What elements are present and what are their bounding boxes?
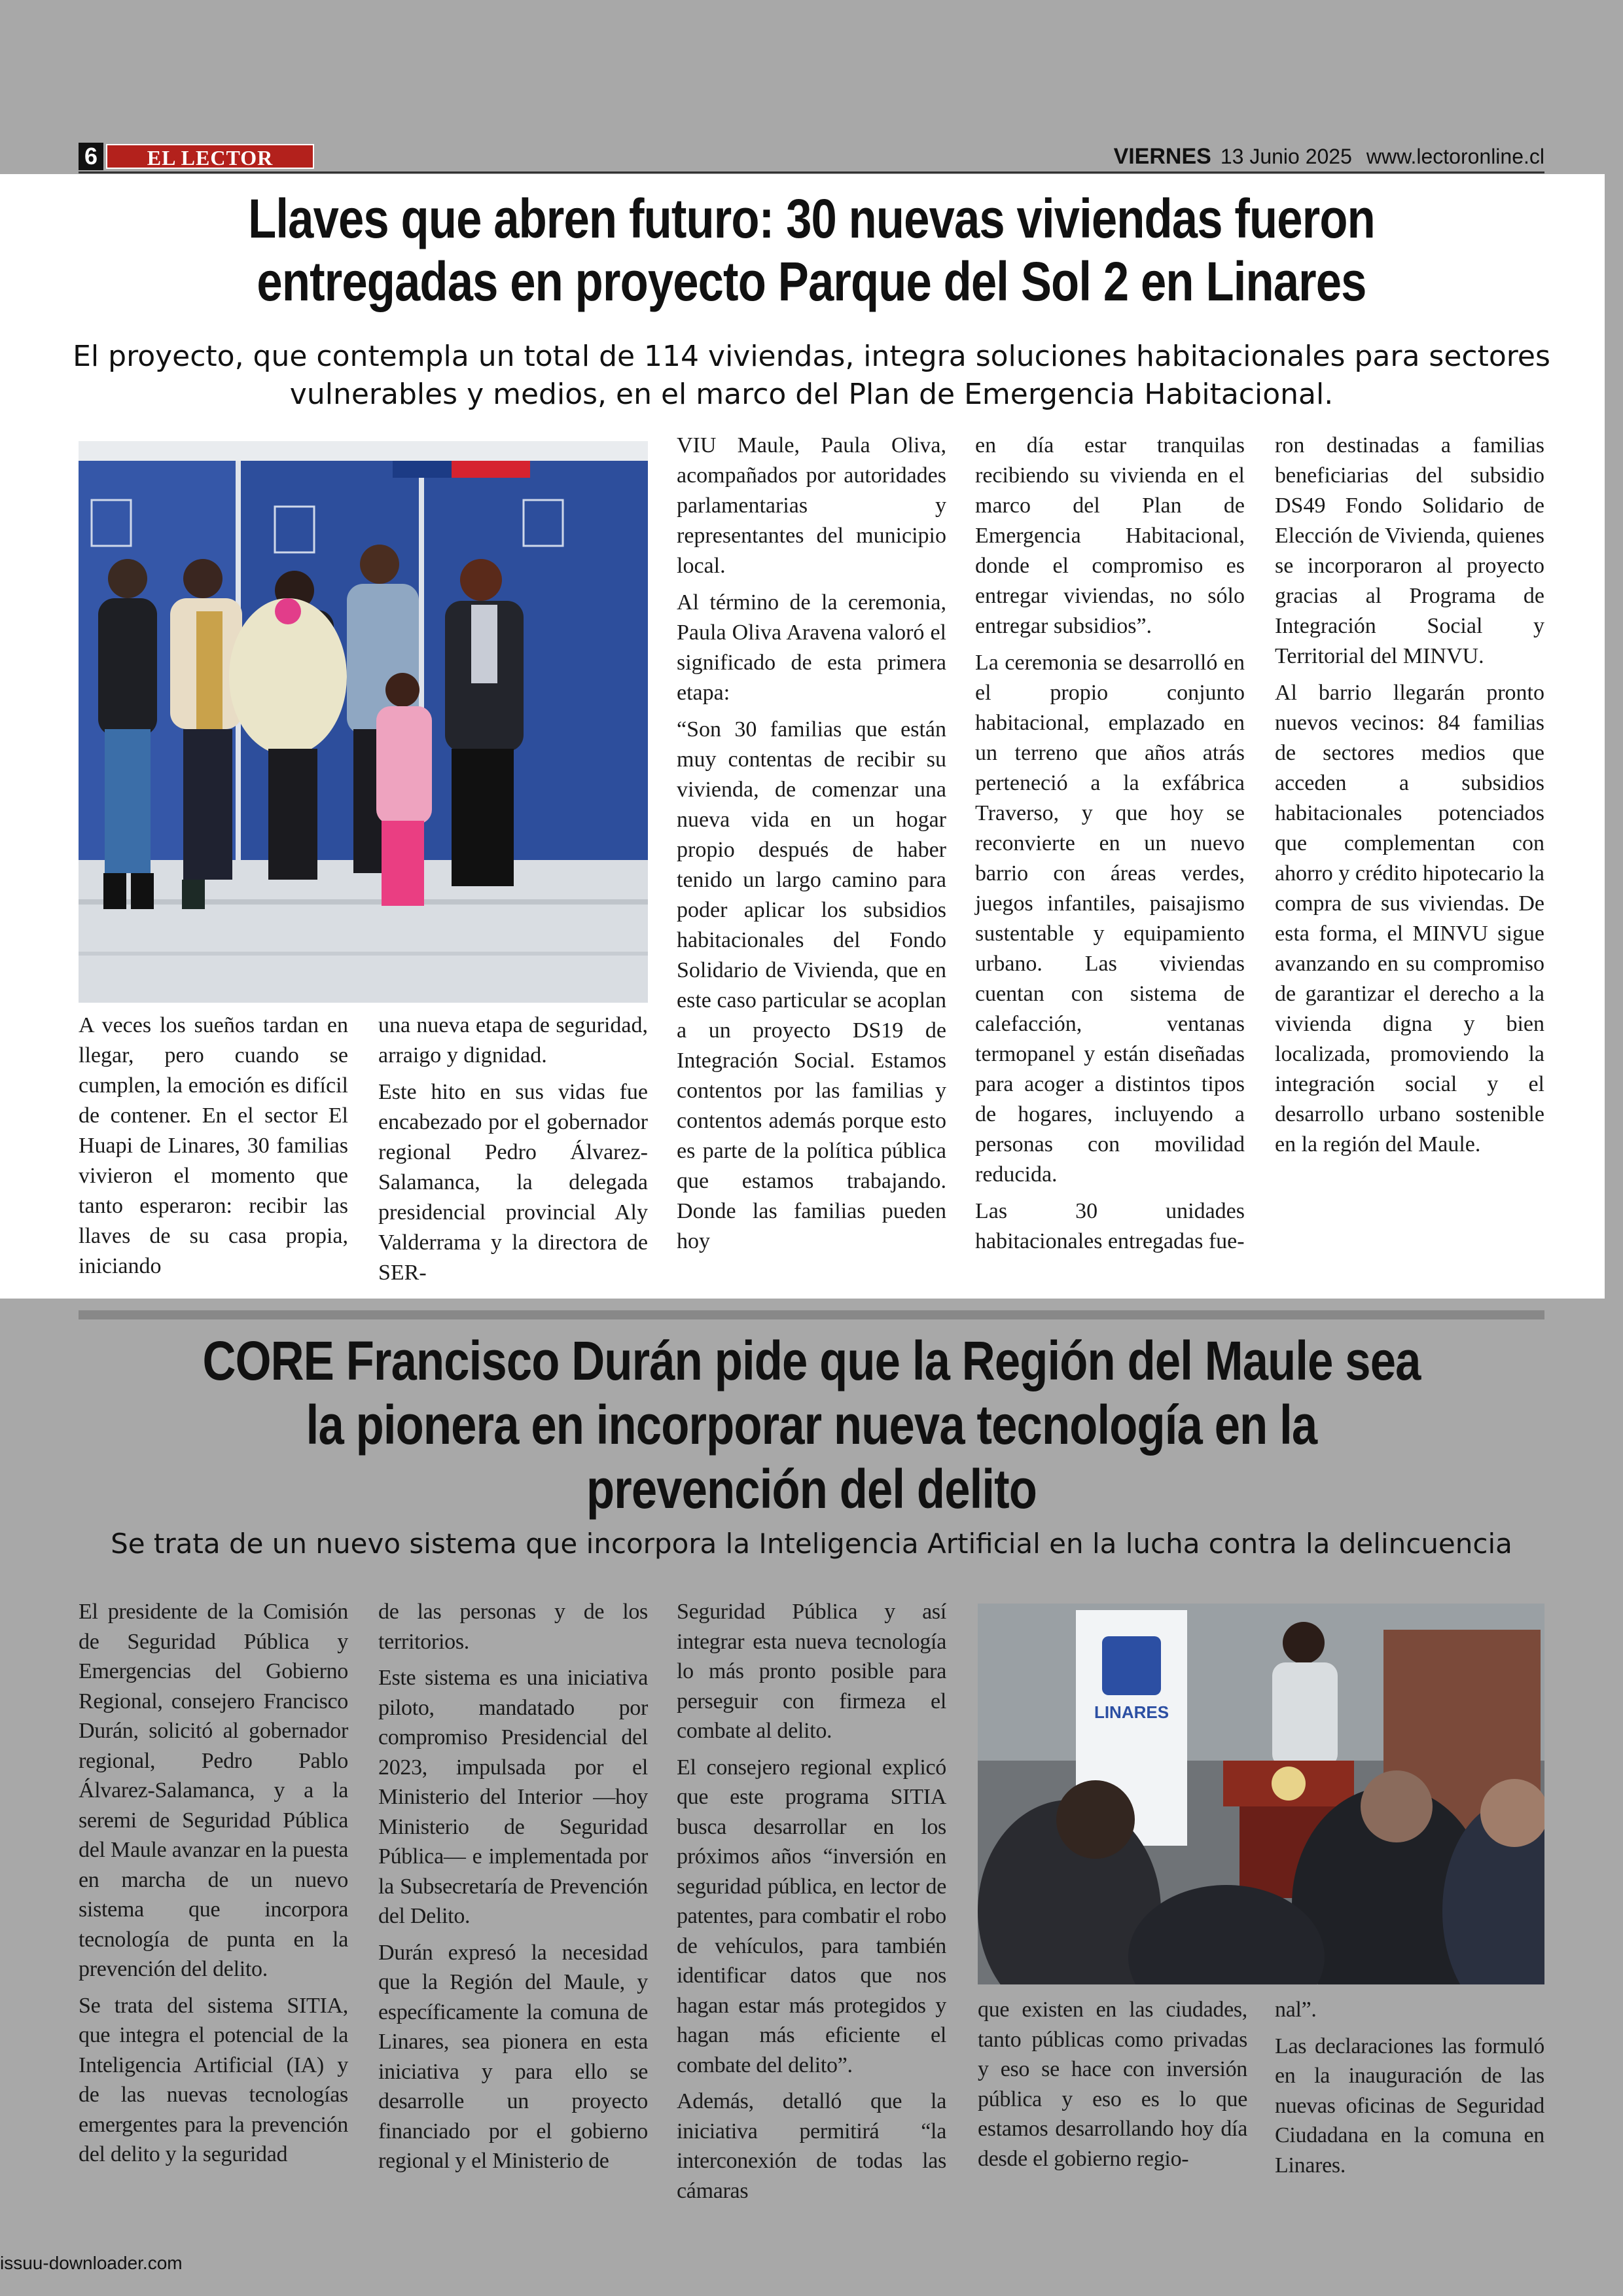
- article-housing-subheadline: El proyecto, que contempla un total de 114 viviendas, integra soluciones habitacionales para sectores vulnerables y medios, en el marco del Plan de Emergencia Habitacional.: [73, 340, 1550, 411]
- page-number: 6: [79, 143, 103, 170]
- families-with-keys-illustration: [79, 441, 648, 1003]
- issue-day: VIERNES: [1113, 144, 1211, 169]
- article-housing-column-1: A veces los sueños tardan en llegar, pero cuando se cumplen, la emoción es difícil de contener. En el sector El Huapi de Linares, 30 familias vivieron el momento que tanto esperaron: recibir las llaves de su casa propia, iniciando: [79, 1013, 348, 1278]
- speaker-at-podium-illustration: [978, 1604, 1544, 1984]
- source-watermark: issuu-downloader.com: [0, 2253, 183, 2273]
- article-security-column-3: Seguridad Pública y así integrar esta nueva tecnología lo más pronto posible para perseguir con firmeza el combate al delito. El consejero regional explicó que este programa SITIA busca desarrollar en los próximos años “inversión en seguridad pública, en lector de patentes, para combatir el robo de vehículos, para también identificar datos que nos hagan estar más protegidos y hagan más eficiente el combate del delito”. Además, detalló que la iniciativa permitirá “la interconexión de todas las cámaras: [677, 1600, 946, 2203]
- article-separator: [79, 1310, 1544, 1319]
- newspaper-logo: EL LECTOR: [106, 144, 314, 169]
- article-housing-column-4: en día estar tranquilas recibiendo su vivienda en el marco del Plan de Emergencia Habitacional, donde el compromiso es entregar viviendas, no sólo entregar subsidios”. La ceremonia se desarrolló en el propio conjunto habitacional, emplazado en un terreno que años atrás perteneció a la exfábrica Traverso, y que hoy se reconvierte en un nuevo barrio con áreas verdes, juegos infantiles, paisajismo sustentable y equipamiento urbano. Las viviendas cuentan con sistema de calefacción, ventanas termopanel y están diseñadas para acoger a distintos tipos de hogares, incluyendo a personas con movilidad reducida. Las 30 unidades habitacionales entregadas fue-: [975, 433, 1245, 1253]
- banner-text: LINARES: [1094, 1702, 1169, 1722]
- article-housing: [0, 174, 1605, 1299]
- article-security-column-2: de las personas y de los territorios. Este sistema es una iniciativa piloto, mandatado por compromiso Presidencial del 2023, impulsada por el Ministerio del Interior —hoy Ministerio de Seguridad Pública— e implementada por la Subsecretaría de Prevención del Delito. Durán expresó la necesidad que la Región del Maule, y específicamente la comuna de Linares, sea pionera en esta iniciativa y para ello se desarrolle un proyecto financiado por el gobierno regional y el Ministerio de: [378, 1600, 648, 2173]
- article-security-column-5: nal”. Las declaraciones las formuló en la inauguración de las nuevas oficinas de Seguridad Ciudadana en la comuna en Linares.: [1275, 1998, 1544, 2178]
- article-housing-column-2: una nueva etapa de seguridad, arraigo y dignidad. Este hito en sus vidas fue encabezado por el gobernador regional Pedro Álvarez-Salamanca, la delegada presidencial provincial Aly Valderrama y la directora de SER-: [378, 1013, 648, 1285]
- website-link[interactable]: www.lectoronline.cl: [1366, 145, 1544, 168]
- article-security-headline: CORE Francisco Durán pide que la Región del Maule sea la pionera en incorporar nueva tecnología en la prevención del delito: [202, 1330, 1421, 1520]
- article-housing-column-3: VIU Maule, Paula Oliva, acompañados por autoridades parlamentarias y representantes del municipio local. Al término de la ceremonia, Paula Oliva Aravena valoró el significado de esta primera etapa: “Son 30 familias que están muy contentas de recibir su vivienda, de comenzar una nueva vida en un hogar propio después de haber tenido un largo camino para poder aplicar los subsidios habitacionales del Fondo Solidario de Vivienda, que en este caso particular se acoplan a un proyecto DS19 de Integración Social. Estamos contentos por las familias y contentos además porque esto es parte de la política pública que estamos trabajando. Donde las familias pueden hoy: [677, 433, 946, 1253]
- issue-date: 13 Junio 2025: [1220, 145, 1352, 168]
- article-housing-column-5: ron destinadas a familias beneficiarias del subsidio DS49 Fondo Solidario de Elección de Vivienda, quienes se incorporaron al proyecto gracias al Programa de Integración Social y Territorial del MINVU. Al barrio llegarán pronto nuevos vecinos: 84 familias de sectores medios que acceden a subsidios habitacionales potenciados que complementan con ahorro y crédito hipotecario la compra de sus viviendas. De esta forma, el MINVU sigue avanzando en su compromiso de garantizar el derecho a la vivienda digna y bien localizada, promoviendo la integración social y el desarrollo urbano sostenible en la región del Maule.: [1275, 433, 1544, 1157]
- security-office-inauguration-photo: [978, 1604, 1544, 1984]
- article-housing-headline: Llaves que abren futuro: 30 nuevas viviendas fueron entregadas en proyecto Parque del Sol 2 en Linares: [248, 188, 1375, 312]
- issue-date-line: [1114, 144, 1544, 169]
- article-security-column-1: El presidente de la Comisión de Seguridad Pública y Emergencias del Gobierno Regional, consejero Francisco Durán, solicitó al gobernador regional, Pedro Pablo Álvarez-Salamanca, y a la seremi de Seguridad Pública del Maule avanzar en la puesta en marcha de un nuevo sistema que incorpora tecnología de punta en la prevención del delito. Se trata del sistema SITIA, que integra el potencial de la Inteligencia Artificial (IA) y de las nuevas tecnologías emergentes para la prevención del delito y la seguridad: [79, 1600, 348, 2166]
- masthead: [79, 140, 1544, 171]
- article-security-column-4: que existen en las ciudades, tanto públicas como privadas y eso se hace con inversión pública y eso es lo que estamos desarrollando hoy día desde el gobierno regio-: [978, 1998, 1247, 2171]
- housing-ceremony-photo: [79, 441, 648, 1003]
- article-security-subheadline: Se trata de un nuevo sistema que incorpora la Inteligencia Artificial en la lucha contra la delincuencia: [111, 1528, 1512, 1560]
- masthead-divider: [79, 171, 1544, 173]
